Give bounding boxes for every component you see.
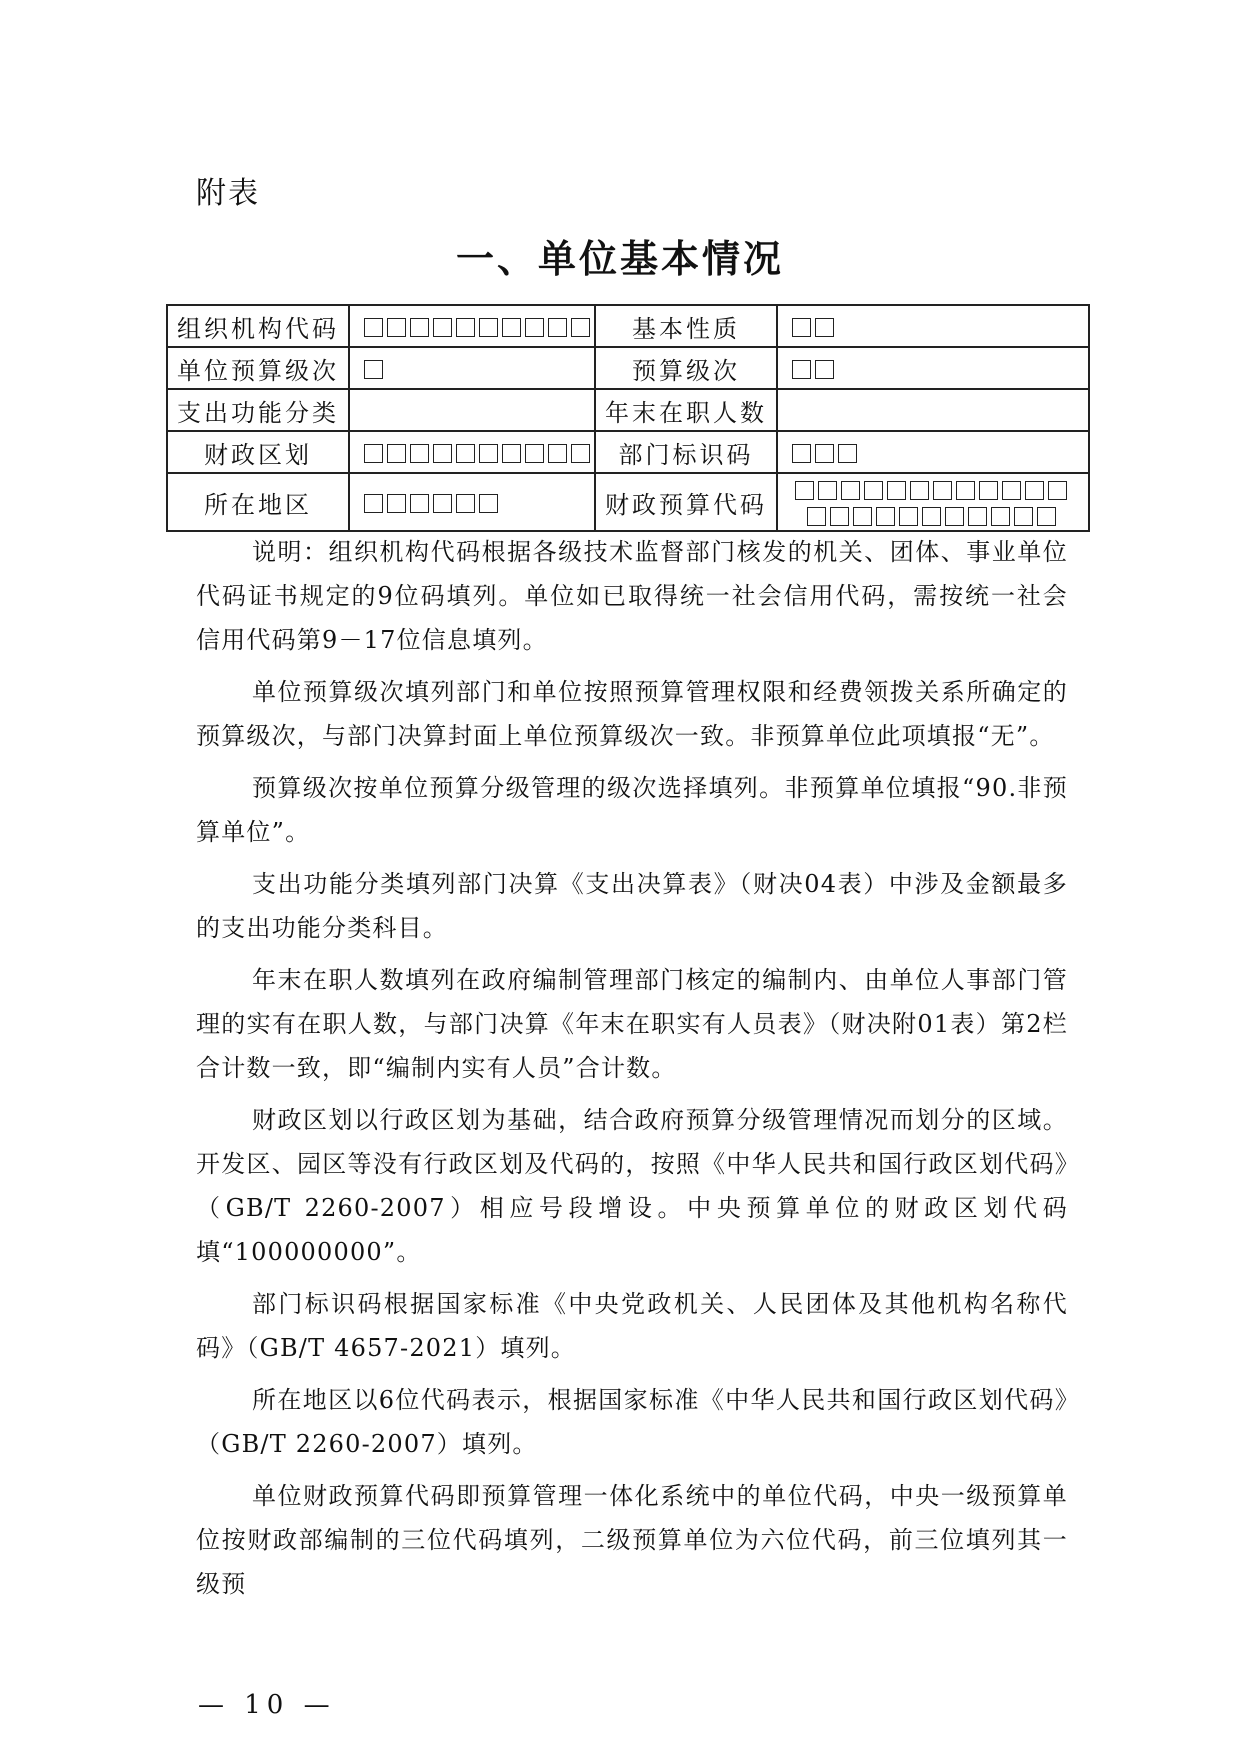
table-row (167, 347, 1089, 389)
code-entry-box[interactable] (456, 444, 475, 463)
code-entry-box[interactable] (548, 444, 567, 463)
label-basic-nature: 基本性质 (595, 305, 777, 347)
org-code-boxes (349, 305, 595, 347)
fiscal-budget-code-line-2 (778, 502, 1088, 528)
note-paragraph: 所在地区以6位代码表示，根据国家标准《中华人民共和国行政区划代码》（GB/T 2260-2007）填列。 (196, 1386, 1068, 1458)
basic-nature-boxes (777, 305, 1089, 347)
code-entry-box[interactable] (502, 318, 521, 337)
fiscal-budget-code-boxes (777, 473, 1089, 531)
code-entry-box[interactable] (1037, 507, 1056, 526)
code-entry-box[interactable] (792, 444, 811, 463)
code-entry-box[interactable] (433, 494, 452, 513)
code-entry-box[interactable] (792, 318, 811, 337)
year-end-staff-value (777, 389, 1089, 431)
budget-level-boxes (777, 347, 1089, 389)
unit-info-table (166, 304, 1090, 532)
code-entry-box[interactable] (815, 318, 834, 337)
note-paragraph: 财政区划以行政区划为基础，结合政府预算分级管理情况而划分的区域。开发区、园区等没有行政区划及代码的，按照《中华人民共和国行政区划代码》（GB/T 2260-2007）相应号段增设。中央预算单位的财政区划代码填“100000000”。 (196, 1106, 1068, 1266)
code-entry-box[interactable] (1048, 481, 1067, 500)
fiscal-division-boxes (349, 431, 595, 473)
code-entry-box[interactable] (956, 481, 975, 500)
code-entry-box[interactable] (945, 507, 964, 526)
code-entry-box[interactable] (364, 360, 383, 379)
code-entry-box[interactable] (502, 444, 521, 463)
label-unit-budget-level: 单位预算级次 (167, 347, 349, 389)
code-entry-box[interactable] (456, 494, 475, 513)
code-entry-box[interactable] (387, 444, 406, 463)
code-entry-box[interactable] (864, 481, 883, 500)
code-entry-box[interactable] (841, 481, 860, 500)
label-location: 所在地区 (167, 473, 349, 531)
code-entry-box[interactable] (838, 444, 857, 463)
label-expenditure-function: 支出功能分类 (167, 389, 349, 431)
code-entry-box[interactable] (433, 444, 452, 463)
label-budget-level: 预算级次 (595, 347, 777, 389)
code-entry-box[interactable] (818, 481, 837, 500)
code-entry-box[interactable] (853, 507, 872, 526)
code-entry-box[interactable] (830, 507, 849, 526)
dept-id-code-boxes (777, 431, 1089, 473)
code-entry-box[interactable] (410, 318, 429, 337)
code-entry-box[interactable] (364, 444, 383, 463)
label-fiscal-budget-code: 财政预算代码 (595, 473, 777, 531)
unit-budget-level-boxes (349, 347, 595, 389)
note-paragraph: 说明：组织机构代码根据各级技术监督部门核发的机关、团体、事业单位代码证书规定的9位码填列。单位如已取得统一社会信用代码，需按统一社会信用代码第9－17位信息填列。 (196, 538, 1068, 654)
code-entry-box[interactable] (922, 507, 941, 526)
code-entry-box[interactable] (792, 360, 811, 379)
code-entry-box[interactable] (1025, 481, 1044, 500)
label-year-end-staff: 年末在职人数 (595, 389, 777, 431)
code-entry-box[interactable] (548, 318, 567, 337)
code-entry-box[interactable] (933, 481, 952, 500)
location-boxes (349, 473, 595, 531)
code-entry-box[interactable] (807, 507, 826, 526)
table-row (167, 305, 1089, 347)
label-dept-id-code: 部门标识码 (595, 431, 777, 473)
table-row (167, 389, 1089, 431)
table-row (167, 473, 1089, 531)
label-fiscal-division: 财政区划 (167, 431, 349, 473)
attachment-label: 附表 (196, 176, 260, 211)
code-entry-box[interactable] (364, 318, 383, 337)
page-title: 一、单位基本情况 (455, 237, 784, 281)
note-paragraph: 部门标识码根据国家标准《中央党政机关、人民团体及其他机构名称代码》（GB/T 4657-2021）填列。 (196, 1290, 1068, 1362)
code-entry-box[interactable] (387, 318, 406, 337)
expenditure-function-value (349, 389, 595, 431)
code-entry-box[interactable] (968, 507, 987, 526)
code-entry-box[interactable] (887, 481, 906, 500)
explanation-notes (196, 530, 1068, 1614)
code-entry-box[interactable] (815, 360, 834, 379)
code-entry-box[interactable] (479, 318, 498, 337)
code-entry-box[interactable] (410, 494, 429, 513)
code-entry-box[interactable] (910, 481, 929, 500)
code-entry-box[interactable] (876, 507, 895, 526)
code-entry-box[interactable] (479, 444, 498, 463)
code-entry-box[interactable] (410, 444, 429, 463)
code-entry-box[interactable] (433, 318, 452, 337)
code-entry-box[interactable] (525, 318, 544, 337)
note-paragraph: 预算级次按单位预算分级管理的级次选择填列。非预算单位填报“90.非预算单位”。 (196, 774, 1068, 846)
code-entry-box[interactable] (364, 494, 383, 513)
code-entry-box[interactable] (525, 444, 544, 463)
code-entry-box[interactable] (387, 494, 406, 513)
code-entry-box[interactable] (979, 481, 998, 500)
code-entry-box[interactable] (795, 481, 814, 500)
code-entry-box[interactable] (571, 444, 590, 463)
code-entry-box[interactable] (991, 507, 1010, 526)
page-number: — 10 — (198, 1690, 336, 1720)
note-paragraph: 单位预算级次填列部门和单位按照预算管理权限和经费领拨关系所确定的预算级次，与部门决算封面上单位预算级次一致。非预算单位此项填报“无”。 (196, 678, 1068, 750)
note-paragraph: 年末在职人数填列在政府编制管理部门核定的编制内、由单位人事部门管理的实有在职人数，与部门决算《年末在职实有人员表》（财决附01表）第2栏合计数一致，即“编制内实有人员”合计数。 (196, 966, 1068, 1082)
code-entry-box[interactable] (1002, 481, 1021, 500)
code-entry-box[interactable] (571, 318, 590, 337)
code-entry-box[interactable] (456, 318, 475, 337)
code-entry-box[interactable] (815, 444, 834, 463)
code-entry-box[interactable] (479, 494, 498, 513)
table-row (167, 431, 1089, 473)
label-org-code: 组织机构代码 (167, 305, 349, 347)
fiscal-budget-code-line-1 (778, 476, 1088, 502)
note-paragraph: 单位财政预算代码即预算管理一体化系统中的单位代码，中央一级预算单位按财政部编制的三位代码填列，二级预算单位为六位代码，前三位填列其一级预 (196, 1482, 1068, 1598)
note-paragraph: 支出功能分类填列部门决算《支出决算表》（财决04表）中涉及金额最多的支出功能分类科目。 (196, 870, 1068, 942)
code-entry-box[interactable] (899, 507, 918, 526)
code-entry-box[interactable] (1014, 507, 1033, 526)
